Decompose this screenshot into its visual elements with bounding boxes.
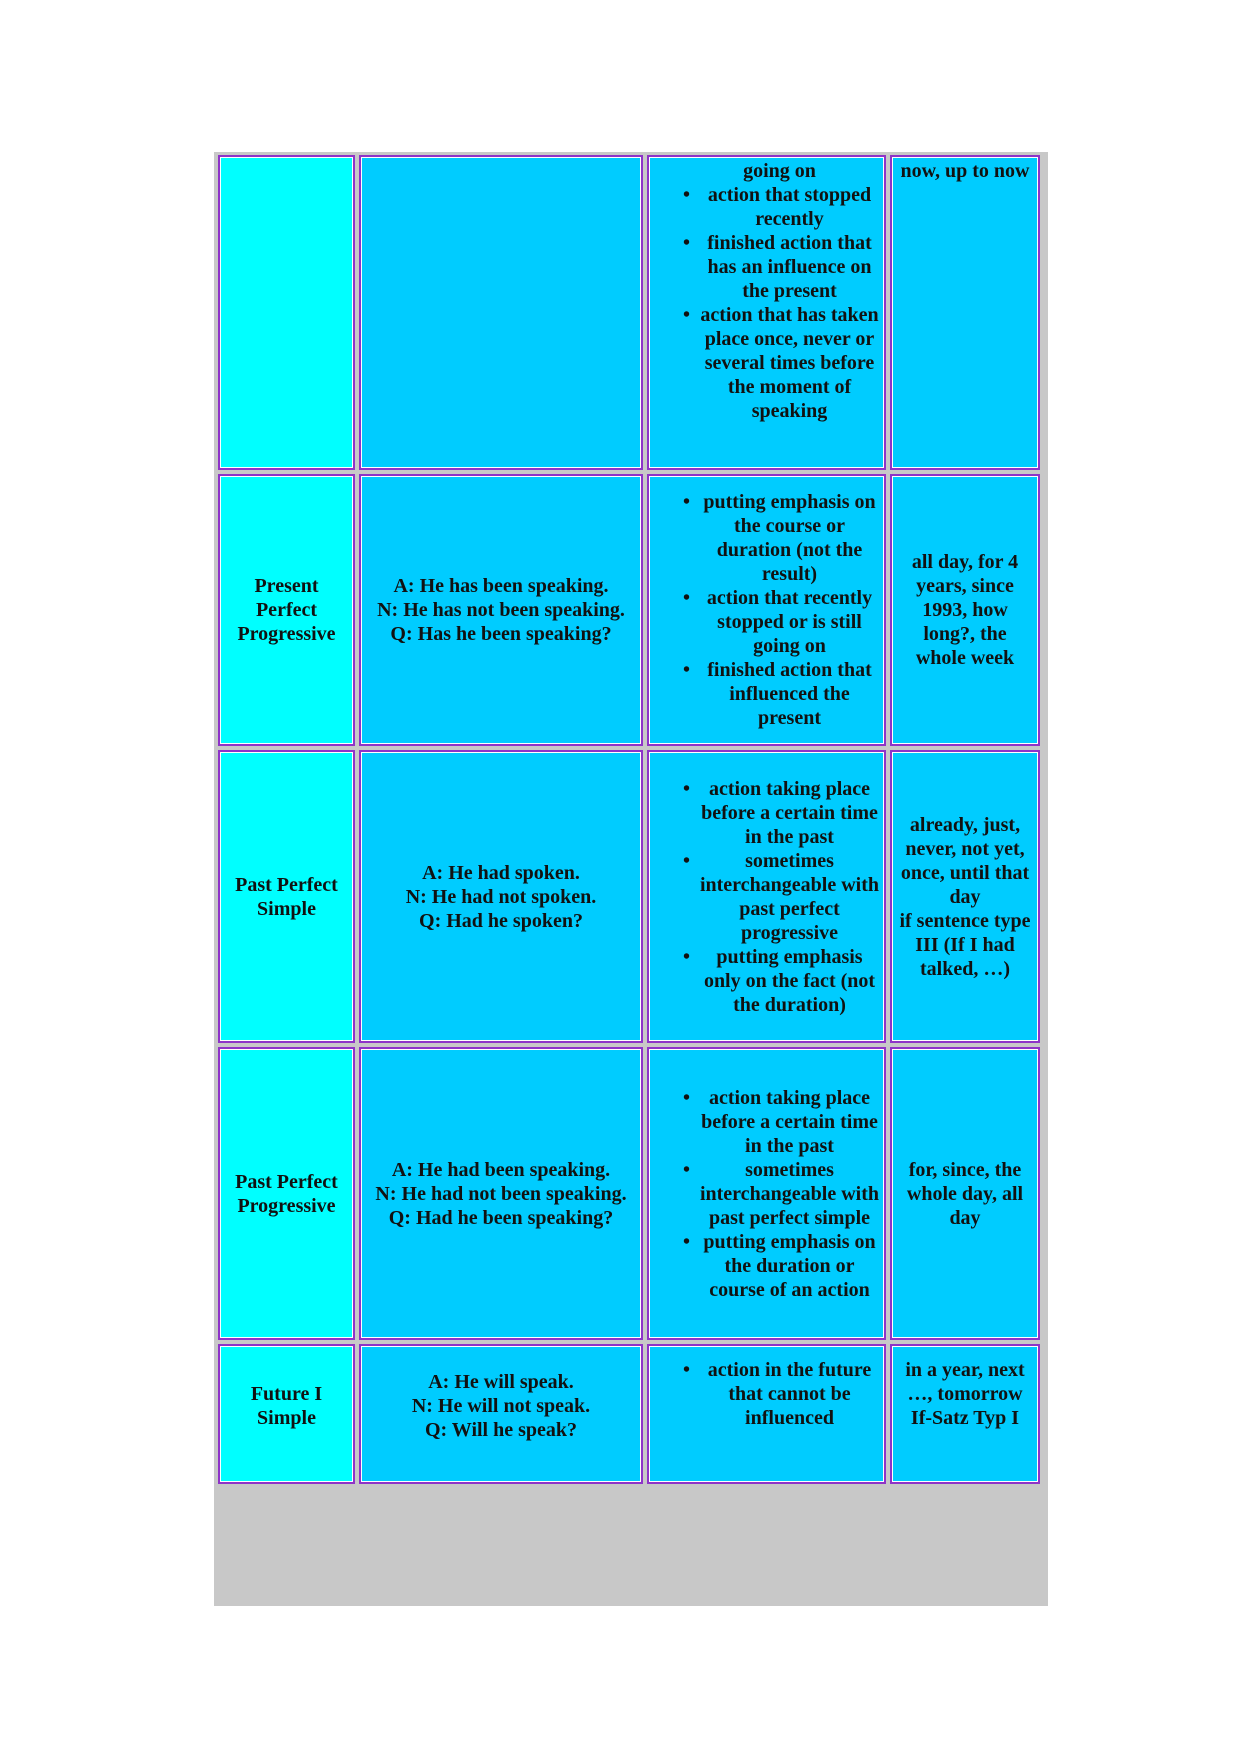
tense-cell — [218, 1344, 355, 1484]
table-row — [218, 1047, 1044, 1340]
list-item: • action that stopped recently — [653, 183, 882, 231]
tense-cell — [218, 750, 355, 1043]
signal-words: if sentence type III (If I had talked, …) — [899, 909, 1031, 980]
table-row — [218, 750, 1044, 1043]
use-cell — [647, 750, 886, 1043]
list-item: • sometimes interchangeable with past perfect simple — [653, 1158, 882, 1230]
forms-cell — [359, 1344, 643, 1484]
forms-cell — [359, 1047, 643, 1340]
tense-table — [218, 155, 1044, 1488]
tense-cell — [218, 474, 355, 746]
forms-cell — [359, 474, 643, 746]
list-item: • sometimes interchangeable with past perfect progressive — [653, 849, 882, 945]
use-list — [653, 1086, 882, 1302]
table-row — [218, 1344, 1044, 1484]
tense-name: Future I Simple — [250, 1383, 323, 1429]
affirmative-form: A: He has been speaking. — [393, 575, 609, 597]
use-list — [653, 1358, 882, 1430]
affirmative-form: A: He had spoken. — [422, 861, 580, 884]
use-cell — [647, 155, 886, 470]
use-list — [653, 777, 882, 1017]
signal-words-cell — [890, 1344, 1040, 1484]
question-form: Q: Had he been speaking? — [388, 1206, 614, 1229]
tense-name: Past Perfect Simple — [235, 873, 338, 920]
tense-name: Present Perfect Progressive — [237, 575, 336, 645]
table-row — [218, 155, 1044, 470]
use-cell — [647, 1047, 886, 1340]
signal-words: If-Satz Typ I — [910, 1407, 1020, 1429]
negative-form: N: He has not been speaking. — [377, 599, 625, 621]
list-item: • action taking place before a certain time in the past — [653, 1086, 882, 1158]
signal-words-cell — [890, 1047, 1040, 1340]
list-item: • action that has taken place once, never or several times before the moment of speaking — [653, 303, 882, 423]
affirmative-form: A: He will speak. — [428, 1371, 574, 1393]
list-item: • action that recently stopped or is still going on — [653, 586, 882, 658]
use-list — [653, 183, 882, 423]
question-form: Q: Has he been speaking? — [390, 623, 612, 645]
list-item: • putting emphasis only on the fact (not the duration) — [653, 945, 882, 1017]
list-item: • finished action that influenced the present — [653, 658, 882, 730]
use-continuation: going on — [743, 160, 816, 182]
tense-cell — [218, 155, 355, 470]
negative-form: N: He had not spoken. — [405, 885, 597, 908]
negative-form: N: He will not speak. — [411, 1395, 591, 1417]
negative-form: N: He had not been speaking. — [375, 1182, 627, 1205]
use-cell — [647, 1344, 886, 1484]
tense-name: Past Perfect Progressive — [235, 1170, 338, 1217]
table-row — [218, 474, 1044, 746]
tense-cell — [218, 1047, 355, 1340]
list-item: • putting emphasis on the course or duration (not the result) — [653, 490, 882, 586]
question-form: Q: Had he spoken? — [419, 909, 583, 932]
signal-words: in a year, next …, tomorrow — [905, 1359, 1025, 1405]
list-item: • action taking place before a certain time in the past — [653, 777, 882, 849]
list-item: • finished action that has an influence on the present — [653, 231, 882, 303]
forms-cell — [359, 155, 643, 470]
use-list — [653, 490, 882, 730]
signal-words: all day, for 4 years, since 1993, how long?, the whole week — [911, 551, 1019, 669]
affirmative-form: A: He had been speaking. — [391, 1158, 611, 1181]
signal-words: for, since, the whole day, all day — [906, 1158, 1024, 1229]
use-cell — [647, 474, 886, 746]
signal-words-cell — [890, 155, 1040, 470]
list-item: • action in the future that cannot be influenced — [653, 1358, 882, 1430]
forms-cell — [359, 750, 643, 1043]
signal-words: already, just, never, not yet, once, until that day — [900, 813, 1030, 908]
list-item: • putting emphasis on the duration or course of an action — [653, 1230, 882, 1302]
question-form: Q: Will he speak? — [424, 1419, 578, 1441]
document-page — [214, 152, 1048, 1606]
signal-words-cell — [890, 474, 1040, 746]
signal-words: now, up to now — [900, 160, 1030, 182]
signal-words-cell — [890, 750, 1040, 1043]
